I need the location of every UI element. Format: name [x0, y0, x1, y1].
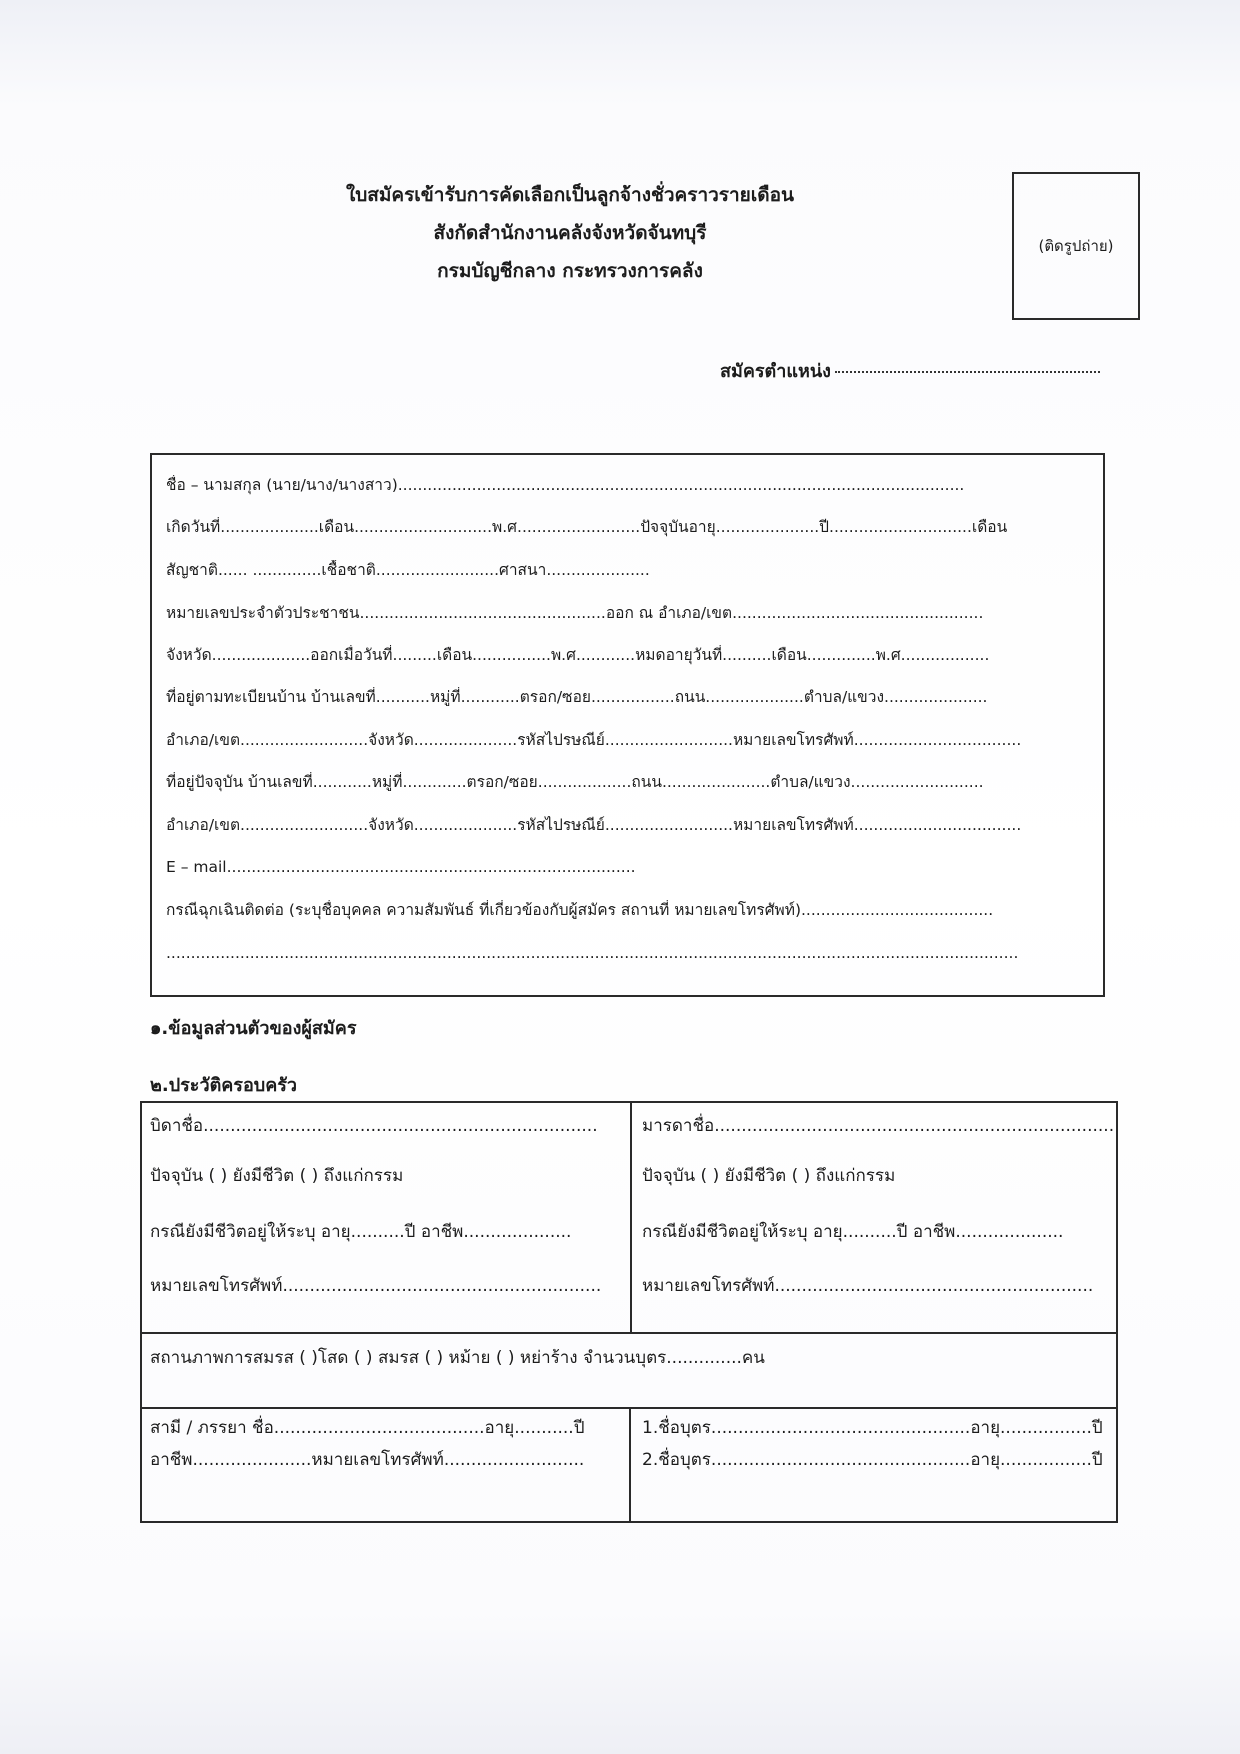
child-1-field[interactable]: 1.ชื่อบุตร................................................อายุ.................ปี [642, 1418, 1103, 1438]
form-header [250, 176, 890, 290]
info-line-current-district[interactable]: อำเภอ/เขต..........................จังหวัด.....................รหัสไปรษณีย์..........................หมายเลขโทรศัพท์.................................. [166, 816, 1022, 834]
info-line-nationality[interactable]: สัญชาติ...... ..............เชื้อชาติ.........................ศาสนา..................... [166, 561, 650, 579]
info-line-birthdate[interactable]: เกิดวันที่....................เดือน............................พ.ศ.........................ปัจจุบันอายุ.....................ปี.............................เดือน [166, 518, 1008, 536]
father-status-field[interactable]: ปัจจุบัน ( ) ยังมีชีวิต ( ) ถึงแก่กรรม [150, 1166, 404, 1186]
mother-age-job-field[interactable]: กรณียังมีชีวิตอยู่ให้ระบุ อายุ..........ปี อาชีพ.................... [642, 1222, 1064, 1242]
info-line-id-card[interactable]: หมายเลขประจำตัวประชาชน..................................................ออก ณ อำเภอ/เขต................................................... [166, 604, 984, 622]
mother-status-field[interactable]: ปัจจุบัน ( ) ยังมีชีวิต ( ) ถึงแก่กรรม [642, 1166, 896, 1186]
info-line-email[interactable]: E – mail................................................................................... [166, 858, 636, 876]
position-applied-blank[interactable] [835, 371, 1100, 373]
form-title-line-2: สังกัดสำนักงานคลังจังหวัดจันทบุรี [433, 222, 707, 244]
info-line-emergency-contact[interactable]: กรณีฉุกเฉินติดต่อ (ระบุชื่อบุคคล ความสัมพันธ์ ที่เกี่ยวข้องกับผู้สมัคร สถานที่ หมายเลขโทรศัพท์)....................................... [166, 901, 994, 919]
mother-phone-field[interactable]: หมายเลขโทรศัพท์........................................................... [642, 1276, 1094, 1296]
marital-status-field[interactable]: สถานภาพการสมรส ( )โสด ( ) สมรส ( ) หม้าย ( ) หย่าร้าง จำนวนบุตร..............คน [150, 1348, 765, 1368]
table-divider-father-mother [630, 1103, 632, 1332]
position-applied-field[interactable] [720, 356, 1100, 385]
father-name-field[interactable]: บิดาชื่อ......................................................................... [150, 1116, 598, 1136]
personal-info-box [150, 453, 1105, 997]
section-family-title: ๒.ประวัติครอบครัว [150, 1075, 298, 1096]
photo-placeholder-label: (ติดรูปถ่าย) [1038, 237, 1114, 255]
mother-name-field[interactable]: มารดาชื่อ.......................................................................... [642, 1116, 1115, 1136]
info-line-registered-district[interactable]: อำเภอ/เขต..........................จังหวัด.....................รหัสไปรษณีย์..........................หมายเลขโทรศัพท์.................................. [166, 731, 1022, 749]
spouse-name-field[interactable]: สามี / ภรรยา ชื่อ.......................................อายุ...........ปี [150, 1418, 585, 1438]
photo-placeholder-box [1012, 172, 1140, 320]
info-line-current-address[interactable]: ที่อยู่ปัจจุบัน บ้านเลขที่............หมู่ที่.............ตรอก/ซอย...................ถนน......................ตำบล/แขวง........................... [166, 773, 984, 791]
form-title-line-3: กรมบัญชีกลาง กระทรวงการคลัง [437, 260, 703, 282]
father-age-job-field[interactable]: กรณียังมีชีวิตอยู่ให้ระบุ อายุ..........ปี อาชีพ.................... [150, 1222, 572, 1242]
father-phone-field[interactable]: หมายเลขโทรศัพท์........................................................... [150, 1276, 602, 1296]
info-line-emergency-blank[interactable]: ............................................................................................................................................................................. [166, 944, 1019, 962]
info-line-registered-address[interactable]: ที่อยู่ตามทะเบียนบ้าน บ้านเลขที่...........หมู่ที่............ตรอก/ซอย.................ถนน....................ตำบล/แขวง..................... [166, 688, 988, 706]
position-applied-label: สมัครตำแหน่ง [720, 361, 831, 382]
info-line-id-card-dates[interactable]: จังหวัด....................ออกเมื่อวันที่.........เดือน................พ.ศ............หมดอายุวันที่..........เดือน..............พ.ศ.................. [166, 646, 990, 664]
form-title-line-1: ใบสมัครเข้ารับการคัดเลือกเป็นลูกจ้างชั่วคราวรายเดือน [345, 184, 795, 206]
spouse-job-field[interactable]: อาชีพ......................หมายเลขโทรศัพท์.......................... [150, 1450, 585, 1470]
child-2-field[interactable]: 2.ชื่อบุตร................................................อายุ.................ปี [642, 1450, 1103, 1470]
info-line-fullname[interactable]: ชื่อ – นามสกุล (นาย/นาง/นางสาว)................................................................................................................... [166, 476, 965, 494]
table-divider-spouse-children [629, 1407, 631, 1521]
family-history-table [140, 1101, 1118, 1523]
section-personal-title: ๑.ข้อมูลส่วนตัวของผู้สมัคร [150, 1018, 357, 1039]
table-divider-parents [142, 1332, 1116, 1334]
